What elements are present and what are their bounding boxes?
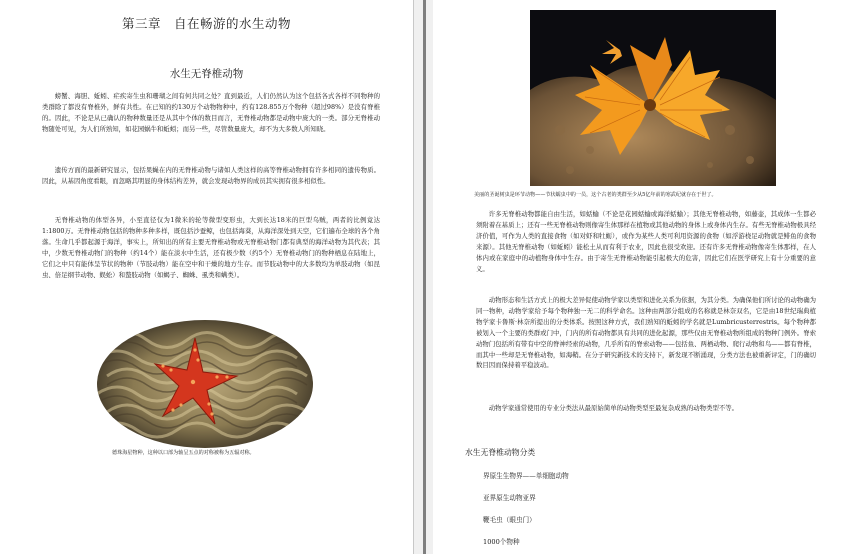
section-title: 水生无脊椎动物 [169, 68, 244, 80]
paragraph: 螃蟹、海胆、蚯蚓、疟疾寄生虫和珊瑚之间有何共同之处？直到最近，人们仍然认为这个包括各式各样不同物种的类群除了都没有脊椎外，鲜有共性。在已知的约130万个动物物种中，约有128.855万个物种（超过98%）是没有脊椎的。因此，不论是从已确认的物种数量还是从其中个体的数目而言，无脊椎动物都是动物中庞大的一类。部分无脊椎动物随处可见，为人们所熟知，如花园蜗牛和蚯蚓；而另一些，尽管数量庞大，却不为大多数人所知晓。 [42, 92, 380, 133]
right-page [433, 0, 843, 554]
starfish-photo [97, 320, 313, 448]
classification-item: 鞭毛虫（眼虫门） [483, 516, 536, 524]
paragraph: 动物形态和生活方式上的极大差异促使动物学家以类型和进化关系为依据，为其分类。为确保他们所讨论的动物确为同一物种，动物学家给予每个物种独一无二的科学命名。这种由两部分组成的名称就是林奈双名，它是由18世纪瑞典植物学家卡鲁斯·林奈所提出的分类体系。按照这种方式，我们熟知的蚯蚓的学名就是Lumbricusterrestris。每个物种都被划入一个主要的类群或门中，门内的所有动物都具有共同的进化起源，那些仅由无脊椎动物所组成的物种门例外。脊索动物门包括所有带有中空的脊神经索的动物，几乎所有的脊索动物——包括鱼、两栖动物、爬行动物和鸟——都有脊椎，而其中一些却是无脊椎动物，如海鞘。在分子研究新技术的支持下，新发现不断涌现，分类方法也被重新评定，门的确切数目因而保持着平稳波动。 [476, 296, 816, 370]
paragraph: 遗传方面的最新研究显示，包括果蝇在内的无脊椎动物与诸如人类这样的高等脊椎动物拥有许多相同的遗传物质。因此，从基因角度看眼，而忽略其明显的身体结构差异，就会发现动物界的成员其实拥有很多相似性。 [42, 166, 380, 185]
classification-item: 界原生生物界——单细胞动物 [483, 472, 569, 480]
paragraph: 许多无脊椎动物都能自由生活，如蛞蝓（不论是花园蛞蝓或海洋蛞蝓）；其他无脊椎动物，如藤壶，其成体一生都必须附着在基质上；还有一些无脊椎动物则像寄生体那样在植物或其他动物的身体上或身体内生存。有些无脊椎动物极具经济价值，可作为人类的直接食物（如对虾和牡蛎），或作为某些人类可利用资源的食物（如浮游桡足动物就是鲱鱼的食物来源）。其他无脊椎动物（如蚯蚓）能松土从而有利于农业，因此也很受欢迎。还有许多无脊椎动物像寄生体那样，在人体内或在家庭中的动植物身体中生存。由于寄生无脊椎动物能引起极大的危害，因此它们在医学研究上有十分重要的意义。 [476, 210, 816, 273]
paragraph: 动物学家通常使用的专业分类法从最原始简单的动物类型至最复杂成熟的动物类型不等。 [488, 404, 739, 412]
page-divider [413, 0, 434, 554]
classification-heading: 水生无脊椎动物分类 [465, 448, 536, 457]
left-page [0, 0, 413, 554]
classification-item: 亚界原生动物亚界 [483, 494, 536, 502]
christmas-tree-worm-photo [530, 10, 776, 186]
classification-item: 1000个物种 [483, 538, 520, 546]
chapter-title: 第三章 自在畅游的水生动物 [121, 16, 291, 31]
photo-caption: 德珠海星物种，这种以口部为轴呈五点的对称被称为五辐对称。 [112, 450, 255, 456]
paragraph: 无脊椎动物的体型各异，小至直径仅为1微米的轮等微型变形虫，大到长达18米的巨型乌贼，两者的比例竟达1:1800万。无脊椎动物包括的物种多种多样，既包括沙蚕鲸，也包括海葵，从海洋深处到天空，它们遍布全球的各个角落。生命几乎都起源于海洋，事实上，所知出的所有主要无脊椎动物或无脊椎动物门都有典型的海洋动物为其代表；其中，少数无脊椎动物门的物种（约14个）能在淡水中生活，还有极少数（约5个）无脊椎动物门的物种栖息在陆地上，它们之中只有能体呈节状的物种（节肢动物）能在空中和干燥的地方生存。而节肢动物中的大多数均为单肢动物（如昆虫、倍足纲节动物、蜈蚣）和螯肢动物（如蝎子、蜘蛛、虱类和螨类）。 [42, 216, 380, 279]
photo-caption: 美丽的圣诞树虫是环节动物——节状蠕虫中的一员，这个古老的类群至少从5亿年前的寒武纪就存在于世了。 [474, 192, 717, 198]
